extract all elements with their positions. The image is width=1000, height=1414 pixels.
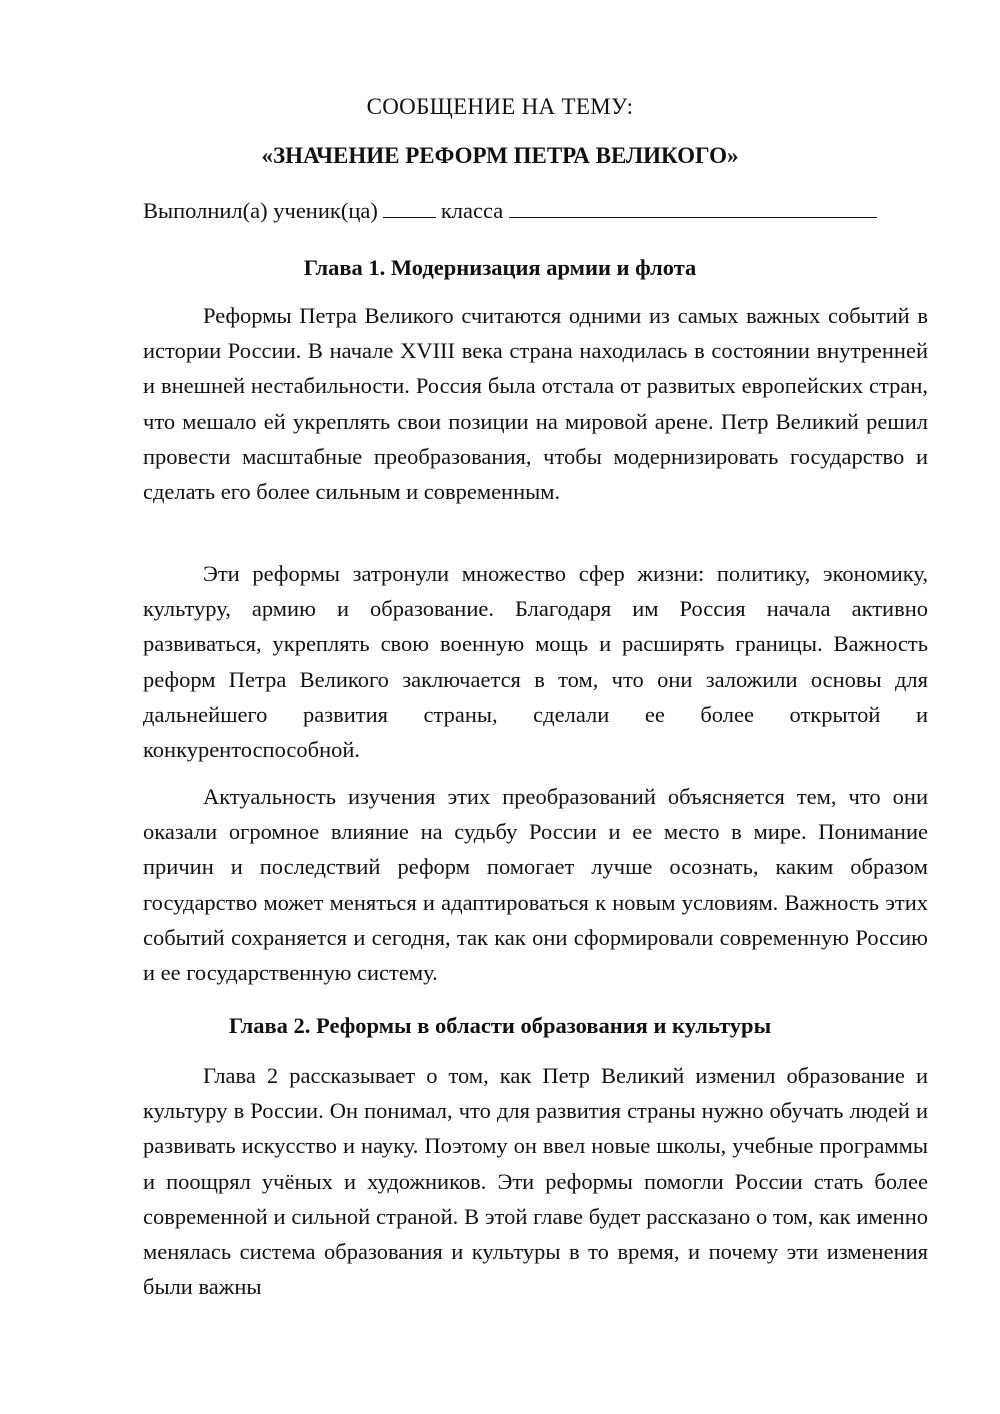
- grade-blank: [383, 216, 436, 218]
- author-prefix: Выполнил(а) ученик(ца): [143, 198, 378, 223]
- chapter-1-paragraph: Эти реформы затронули множество сфер жизни: политику, экономику, культуру, армию и образование. Благодаря им Россия начала активно развиваться, укреплять свою военную мощь и расширять границы. Важность реформ Петра Великого заключается в том, что они заложили основы для дальнейшего развития страны, сделали ее более открытой и конкурентоспособной.: [143, 561, 928, 763]
- chapter-2-paragraph: Глава 2 рассказывает о том, как Петр Великий изменил образование и культуру в России. Он понимал, что для развития страны нужно обучать людей и развивать искусство и науку. Поэтому он ввел новые школы, учебные программы и поощрял учёных и художников. Эти реформы помогли России стать более современной и сильной страной. В этой главе будет рассказано о том, как именно менялась система образования и культуры в то время, и почему эти изменения были важны: [143, 1063, 928, 1300]
- document-title-line-1: СООБЩЕНИЕ НА ТЕМУ:: [366, 94, 634, 119]
- chapter-1-paragraph: Реформы Петра Великого считаются одними из самых важных событий в истории России. В начале XVIII века страна находилась в состоянии внутренней и внешней нестабильности. Россия была отстала от развитых европейских стран, что мешало ей укреплять свои позиции на мировой арене. Петр Великий решил провести масштабные преобразования, чтобы модернизировать государство и сделать его более сильным и современным.: [143, 303, 928, 505]
- chapter-1-paragraph: Актуальность изучения этих преобразований объясняется тем, что они оказали огромное влияние на судьбу России и ее место в мире. Понимание причин и последствий реформ помогает лучше осознать, каким образом государство может меняться и адаптироваться к новым условиям. Важность этих событий сохраняется и сегодня, так как они сформировали современную Россию и ее государственную систему.: [143, 784, 928, 986]
- name-blank: [509, 216, 877, 218]
- author-class-label: класса: [440, 198, 504, 223]
- author-line: [143, 198, 933, 224]
- chapter-2-heading: Глава 2. Реформы в области образования и культуры: [228, 1013, 772, 1038]
- chapter-1-heading: Глава 1. Модернизация армии и флота: [303, 255, 697, 280]
- document-title-line-2: «ЗНАЧЕНИЕ РЕФОРМ ПЕТРА ВЕЛИКОГО»: [261, 143, 739, 168]
